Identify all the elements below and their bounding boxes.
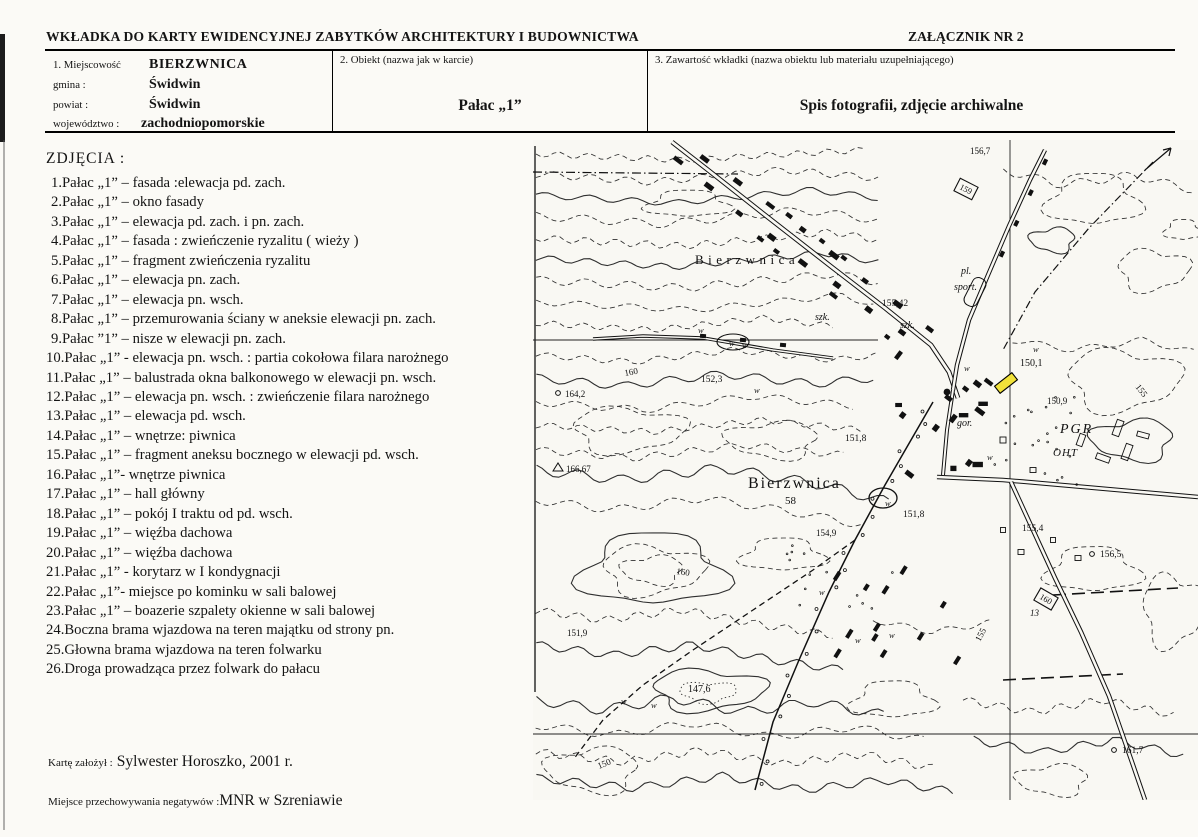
obiekt-value: Pałac „1” [458, 97, 522, 114]
map-label: Bierzwnica [748, 475, 841, 492]
map-label: PGR [1060, 422, 1094, 437]
photo-list-item: 3.Pałac „1” – elewacja pd. zach. i pn. zach. [51, 213, 305, 230]
miejscowosc-value: BIERZWNICA [149, 57, 248, 72]
well-marker: w [855, 635, 861, 645]
photo-list-item: 20.Pałac „1” – więźba dachowa [46, 544, 233, 561]
photo-list-item: 25.Głowna brama wjazdowa na teren folwarku [46, 641, 322, 658]
map-label: 155 [972, 626, 989, 643]
map-label: 58 [785, 495, 796, 507]
map-label: 151,8 [845, 434, 867, 444]
map-label: 155,4 [1022, 524, 1044, 534]
well-marker: w [651, 700, 657, 710]
founder-label: Kartę założył : [48, 757, 113, 769]
photo-list-item: 2.Pałac „1” – okno fasady [51, 194, 204, 211]
map-label: 161,7 [1122, 746, 1144, 756]
map-label: 160 [675, 566, 691, 578]
attachment-number: ZAŁĄCZNIK NR 2 [908, 29, 1024, 44]
map-label: szk. [900, 320, 915, 331]
powiat-label: powiat : [53, 99, 89, 111]
map-label: 150 [596, 756, 613, 771]
well-marker: w [698, 325, 704, 335]
map-label: OHT [1053, 447, 1079, 459]
scan-edge-line [3, 140, 5, 830]
map-label: 155 [1133, 382, 1150, 399]
well-marker: w [754, 385, 760, 395]
well-marker: w [987, 452, 993, 462]
photo-list-item: 26.Droga prowadząca przez folwark do pałacu [46, 661, 321, 678]
well-marker: w [1033, 344, 1039, 354]
map-label: 160 [623, 365, 639, 378]
map-label: gor. [957, 418, 973, 429]
well-marker: w [964, 363, 970, 373]
map-label: 166,67 [566, 464, 591, 474]
negatives-label: Miejsce przechowywania negatywów : [48, 796, 220, 808]
photo-list-item: 7.Pałac „1” – elewacja pn. wsch. [51, 291, 244, 308]
contents-cell [647, 51, 1175, 131]
photo-list-item: 8.Pałac „1” – przemurowania ściany w aneksie elewacji pn. zach. [51, 311, 436, 328]
map-label: sport. [954, 282, 978, 293]
photo-list-heading: ZDJĘCIA : [46, 150, 126, 167]
well-marker: w [621, 696, 627, 706]
map-label: 156,7 [970, 146, 991, 156]
photo-list-item: 18.Pałac „1” – pokój I traktu od pd. wsch. [46, 505, 293, 522]
photo-list-item: 13.Pałac „1” – elewacja pd. wsch. [46, 408, 246, 425]
photo-list-item: 23.Pałac „1” – boazerie szpalety okienne w sali balowej [46, 602, 376, 619]
well-marker: w [729, 338, 735, 348]
photo-list-item: 12.Pałac „1” – elewacja pn. wsch. : zwieńczenie filara narożnego [46, 388, 430, 405]
zawartosc-value: Spis fotografii, zdjęcie archiwalne [799, 97, 1024, 114]
map-label: 156,5 [1100, 550, 1122, 560]
photo-list-item: 21.Pałac „1” - korytarz w I kondygnacji [46, 564, 281, 581]
photo-list-section [46, 150, 531, 680]
wojewodztwo-label: województwo : [53, 118, 120, 130]
photo-list-item: 17.Pałac „1” – hall główny [46, 486, 205, 503]
photo-list-item: 11.Pałac „1” – balustrada okna balkonowego w elewacji pn. wsch. [46, 369, 437, 386]
identification-table [45, 49, 1175, 133]
miejscowosc-label: 1. Miejscowość [53, 59, 121, 71]
photo-list-item: 22.Pałac „1”- miejsce po kominku w sali balowej [46, 583, 337, 600]
negatives-value: MNR w Szreniawie [219, 792, 343, 809]
document-title: WKŁADKA DO KARTY EWIDENCYJNEJ ZABYTKÓW ARCHITEKTURY I BUDOWNICTWA [46, 29, 639, 44]
photo-list-item: 24.Boczna brama wjazdowa na teren majątku od strony pn. [46, 622, 395, 639]
object-cell [332, 51, 647, 131]
map-label: 13 [1030, 608, 1039, 618]
obiekt-label: 2. Obiekt (nazwa jak w karcie) [340, 54, 474, 66]
photo-list-item: 1.Pałac „1” – fasada :elewacja pd. zach. [51, 175, 286, 191]
map-label: Bierzwnica [695, 252, 800, 267]
photo-list-item: 9.Pałac ”1” – nisze w elewacji pn. zach. [51, 330, 286, 347]
photo-list [46, 174, 531, 680]
photo-list-item: 14.Pałac „1” – wnętrze: piwnica [46, 427, 236, 444]
map-label: 151,8 [903, 510, 925, 520]
map-label: 150,1 [1020, 358, 1043, 369]
map-label: 155,42 [882, 299, 909, 309]
scan-edge-mark [0, 34, 5, 142]
photo-list-item: 5.Pałac „1” – fragment zwieńczenia ryzalitu [51, 252, 311, 269]
gmina-label: gmina : [53, 79, 86, 91]
zawartosc-label: 3. Zawartość wkładki (nazwa obiektu lub materiału uzupełniającego) [655, 54, 954, 66]
topographic-map [533, 140, 1198, 800]
map-label: 150,9 [1047, 396, 1068, 406]
road-number-shield: 160 [1037, 591, 1055, 607]
photo-list-item: 15.Pałac „1” – fragment aneksu bocznego w elewacji pd. wsch. [46, 447, 419, 464]
photo-list-item: 10.Pałac „1” - elewacja pn. wsch. : partia cokołowa filara narożnego [46, 350, 449, 367]
well-marker: w [819, 587, 825, 597]
map-label: 164,2 [565, 389, 586, 399]
photo-list-item: 19.Pałac „1” – więźba dachowa [46, 525, 233, 542]
well-marker: w [889, 630, 895, 640]
gmina-value: Świdwin [149, 77, 201, 92]
map-label: 147,6 [688, 684, 711, 695]
map-paper [533, 140, 1198, 800]
church-dot [944, 389, 951, 396]
founder-value: Sylwester Horoszko, 2001 r. [116, 753, 293, 770]
map-label: 154,9 [816, 528, 837, 538]
well-marker: w [742, 340, 748, 350]
road-number-shield: 159 [958, 181, 974, 197]
powiat-value: Świdwin [149, 97, 201, 112]
negatives-row [48, 792, 342, 810]
map-label: 151,9 [567, 628, 588, 638]
map-label: szk. [815, 312, 830, 323]
map-label: 152,3 [701, 375, 723, 385]
well-marker: w [885, 498, 891, 508]
card-founder-row [48, 753, 293, 771]
photo-list-item: 4.Pałac „1” – fasada : zwieńczenie ryzalitu ( wieży ) [51, 233, 359, 250]
wojewodztwo-value: zachodniopomorskie [141, 116, 265, 131]
photo-list-item: 6.Pałac „1” – elewacja pn. zach. [51, 272, 241, 289]
location-cell [45, 51, 332, 131]
photo-list-item: 16.Pałac „1”- wnętrze piwnica [46, 466, 226, 483]
map-label: pl. [961, 266, 972, 277]
